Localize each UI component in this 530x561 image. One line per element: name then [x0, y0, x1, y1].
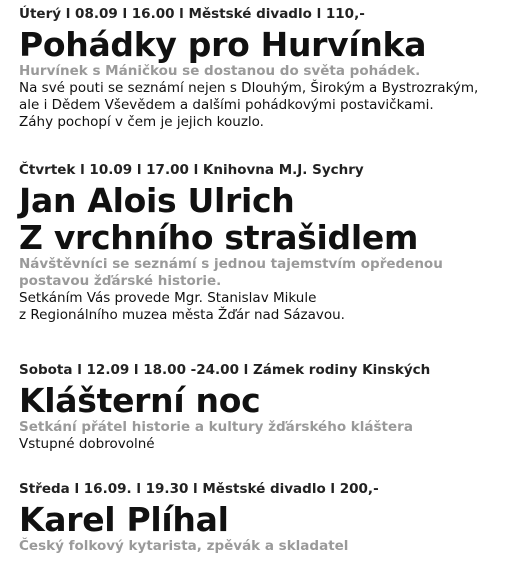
- event-2-desc-line-1: Setkáním Vás provede Mgr. Stanislav Mikule: [19, 290, 317, 306]
- event-1-title: [19, 26, 524, 63]
- event-1-title-line-1: Pohádky pro Hurvínka: [19, 25, 427, 64]
- event-2-subtitle: [19, 256, 524, 290]
- event-3-description: [19, 436, 524, 453]
- event-2: [19, 162, 524, 324]
- event-3-title: [19, 382, 524, 419]
- event-4: [19, 481, 524, 555]
- event-3-subtitle: [19, 419, 524, 436]
- event-1-desc-line-1: Na své pouti se seznámí nejen s Dlouhým, Širokým a Bystrozrakým,: [19, 80, 479, 96]
- event-1-description: [19, 80, 524, 131]
- event-2-description: [19, 290, 524, 324]
- event-1-subtitle-line-1: Hurvínek s Máničkou se dostanou do světa pohádek.: [19, 63, 421, 79]
- event-1-desc-line-2: ale i Dědem Vševědem a dalšími pohádkovými postavičkami.: [19, 97, 434, 113]
- event-3-subtitle-line-1: Setkání přátel historie a kultury žďárského kláštera: [19, 419, 413, 435]
- event-1-meta: Úterý l 08.09 l 16.00 l Městské divadlo l 110,-: [19, 6, 365, 22]
- event-2-meta: Čtvrtek l 10.09 l 17.00 l Knihovna M.J. Sychry: [19, 162, 364, 178]
- event-1-subtitle: [19, 63, 524, 80]
- event-4-meta: Středa l 16.09. l 19.30 l Městské divadlo l 200,-: [19, 481, 379, 497]
- event-4-subtitle-line-1: Český folkový kytarista, zpěvák a skladatel: [19, 538, 349, 554]
- event-4-subtitle: [19, 538, 524, 555]
- event-1-desc-line-3: Záhy pochopí v čem je jejich kouzlo.: [19, 114, 264, 130]
- event-2-desc-line-2: z Regionálního muzea města Žďár nad Sázavou.: [19, 307, 345, 323]
- event-3-desc-line-1: Vstupné dobrovolné: [19, 436, 155, 452]
- event-2-subtitle-line-1: Návštěvníci se seznámí s jednou tajemstvím opředenou: [19, 256, 443, 272]
- event-1: [19, 6, 524, 131]
- event-4-title-line-1: Karel Plíhal: [19, 500, 229, 539]
- event-3-title-line-1: Klášterní noc: [19, 381, 261, 420]
- event-2-title-line-1: Jan Alois Ulrich: [19, 181, 295, 220]
- event-2-subtitle-line-2: postavou žďárské historie.: [19, 273, 222, 289]
- event-3: [19, 362, 524, 453]
- event-4-title: [19, 501, 524, 538]
- event-3-meta: Sobota l 12.09 l 18.00 -24.00 l Zámek rodiny Kinských: [19, 362, 431, 378]
- event-2-title-line-2: Z vrchního strašidlem: [19, 218, 419, 257]
- event-2-title: [19, 182, 524, 256]
